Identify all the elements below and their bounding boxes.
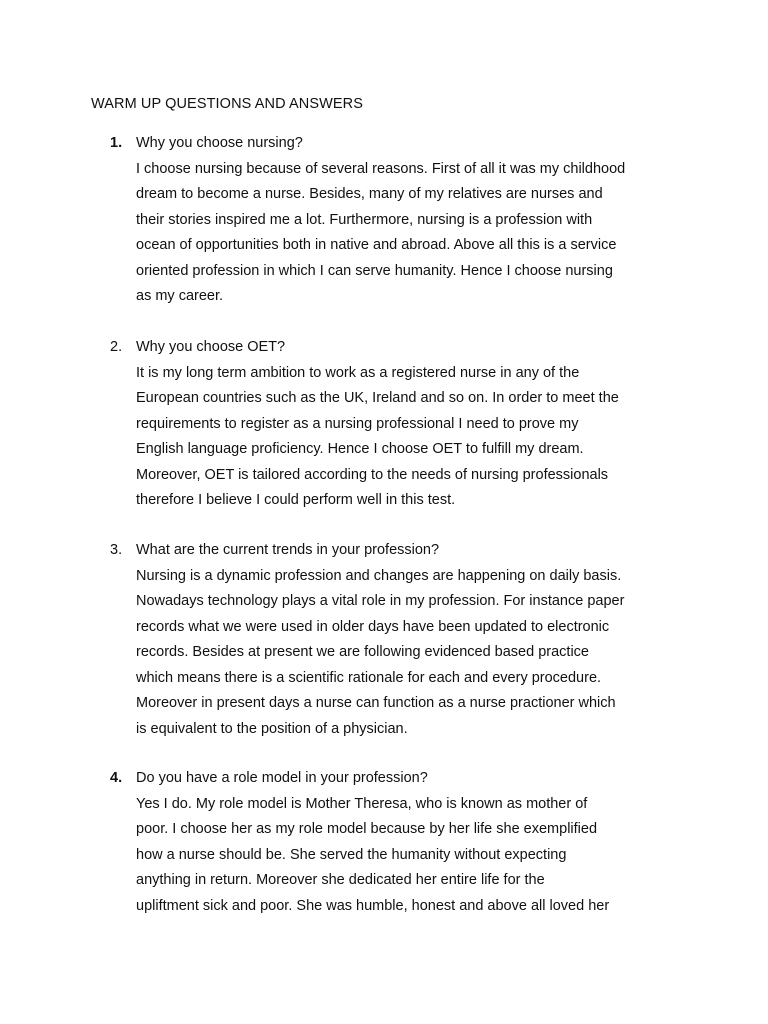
answer-line: Nursing is a dynamic profession and changes are happening on daily basis. [136, 567, 622, 584]
answer-line: It is my long term ambition to work as a registered nurse in any of the [136, 364, 580, 381]
question-text: Why you choose OET? [136, 339, 286, 355]
answer-text [136, 792, 681, 920]
answer-line: requirements to register as a nursing professional I need to prove my [136, 415, 579, 432]
answer-line: Moreover in present days a nurse can function as a nurse practioner which [136, 695, 616, 711]
answer-line: anything in return. Moreover she dedicated her entire life for the [136, 872, 545, 888]
item-number: 3. [110, 542, 123, 558]
item-number: 1. [110, 135, 123, 151]
answer-text [136, 157, 681, 310]
answer-line: I choose nursing because of several reasons. First of all it was my childhood [136, 160, 626, 177]
answer-line: records. Besides at present we are following evidenced based practice [136, 644, 589, 660]
answer-line: Nowadays technology plays a vital role in my profession. For instance paper [136, 593, 625, 609]
item-number: 2. [110, 339, 123, 355]
answer-line: poor. I choose her as my role model because by her life she exemplified [136, 821, 598, 837]
answer-line: their stories inspired me a lot. Furthermore, nursing is a profession with [136, 211, 593, 228]
answer-line: European countries such as the UK, Ireland and so on. In order to meet the [136, 390, 619, 406]
answer-line: oriented profession in which I can serve humanity. Hence I choose nursing [136, 262, 613, 279]
answer-line: is equivalent to the position of a physician. [136, 720, 408, 737]
answer-text [136, 361, 681, 514]
question-text: Do you have a role model in your profession? [136, 770, 428, 786]
answer-line: which means there is a scientific rationale for each and every procedure. [136, 669, 602, 686]
question-text: What are the current trends in your profession? [136, 542, 440, 558]
answer-line: records what we were used in older days have been updated to electronic [136, 618, 610, 635]
answer-line: ocean of opportunities both in native and abroad. Above all this is a service [136, 237, 617, 253]
answer-line: as my career. [136, 288, 224, 304]
question-text: Why you choose nursing? [136, 135, 303, 151]
answer-line: Moreover, OET is tailored according to the needs of nursing professionals [136, 466, 609, 483]
answer-line: upliftment sick and poor. She was humble, honest and above all loved her [136, 897, 610, 914]
document-title: WARM UP QUESTIONS AND ANSWERS [91, 96, 363, 112]
answer-line: English language proficiency. Hence I choose OET to fulfill my dream. [136, 441, 584, 457]
answer-line: therefore I believe I could perform well in this test. [136, 492, 456, 508]
answer-line: how a nurse should be. She served the humanity without expecting [136, 846, 567, 863]
answer-line: dream to become a nurse. Besides, many of my relatives are nurses and [136, 186, 603, 202]
answer-text [136, 564, 681, 743]
answer-line: Yes I do. My role model is Mother Theresa, who is known as mother of [136, 795, 588, 812]
item-number: 4. [110, 770, 123, 786]
